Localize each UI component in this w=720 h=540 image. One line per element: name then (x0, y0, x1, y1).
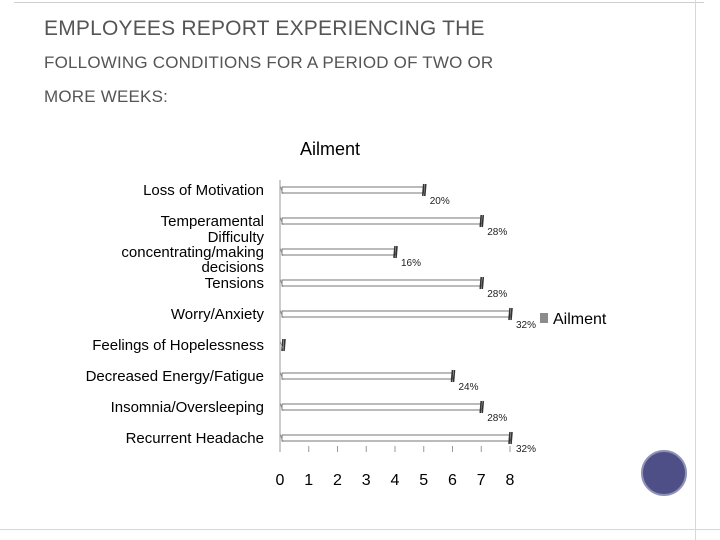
data-label: 16% (401, 258, 422, 269)
data-label: 24% (458, 382, 479, 393)
bar-end-marker (511, 308, 512, 320)
bar-end-marker (509, 432, 510, 444)
bar-end-marker (480, 277, 481, 289)
bar-end-marker (425, 184, 426, 196)
bar-end-marker (482, 401, 483, 413)
bar-end-marker (480, 215, 481, 227)
x-tick-label: 2 (333, 472, 342, 489)
data-label: 32% (516, 320, 537, 331)
bar (282, 218, 481, 224)
category-label: Temperamental (160, 213, 264, 230)
category-label: Difficulty concentrating/making decisions (121, 229, 264, 276)
data-label: 20% (429, 196, 450, 207)
data-label: 32% (516, 444, 537, 455)
x-tick-label: 6 (448, 472, 457, 489)
bar (282, 249, 395, 255)
bar-end-marker (511, 432, 512, 444)
bar-end-marker (480, 401, 481, 413)
bar-end-marker (509, 308, 510, 320)
bar (282, 404, 481, 410)
x-tick-label: 1 (304, 472, 314, 489)
bar-end-marker (394, 246, 395, 258)
bar-end-marker (282, 339, 283, 351)
slide-title-line-2: FOLLOWING CONDITIONS FOR A PERIOD OF TWO OR (44, 53, 494, 72)
bar-end-marker (482, 215, 483, 227)
bar-end-marker (423, 184, 424, 196)
bar-end-marker (284, 339, 285, 351)
category-label: Feelings of Hopelessness (92, 337, 264, 354)
legend-swatch (540, 313, 548, 323)
data-label: 28% (487, 227, 508, 238)
bar (282, 435, 510, 441)
bar (282, 280, 481, 286)
category-label: Loss of Motivation (143, 182, 264, 199)
slide-title-line-3: MORE WEEKS: (44, 87, 169, 106)
data-label: 28% (487, 413, 508, 424)
x-tick-label: 8 (505, 472, 515, 489)
bar (282, 311, 510, 317)
category-label: Insomnia/Oversleeping (110, 399, 264, 416)
category-label: Tensions (204, 275, 264, 292)
category-label: Decreased Energy/Fatigue (85, 368, 264, 385)
bar (282, 187, 424, 193)
bar-end-marker (452, 370, 453, 382)
bar-end-marker (396, 246, 397, 258)
x-tick-label: 7 (476, 472, 486, 489)
x-tick-label: 5 (419, 472, 429, 489)
bar-end-marker (454, 370, 455, 382)
legend-label: Ailment (553, 311, 607, 328)
category-label: Recurrent Headache (125, 430, 264, 447)
bar (282, 373, 453, 379)
x-tick-label: 3 (361, 472, 371, 489)
slide-title-line-1: EMPLOYEES REPORT EXPERIENCING THE (44, 17, 485, 40)
bar-end-marker (482, 277, 483, 289)
slide-decoration-circle (641, 450, 687, 496)
category-label: Worry/Anxiety (170, 306, 264, 323)
x-tick-label: 4 (390, 472, 400, 489)
x-tick-label: 0 (275, 472, 285, 489)
chart-title: Ailment (299, 139, 361, 159)
data-label: 28% (487, 289, 508, 300)
